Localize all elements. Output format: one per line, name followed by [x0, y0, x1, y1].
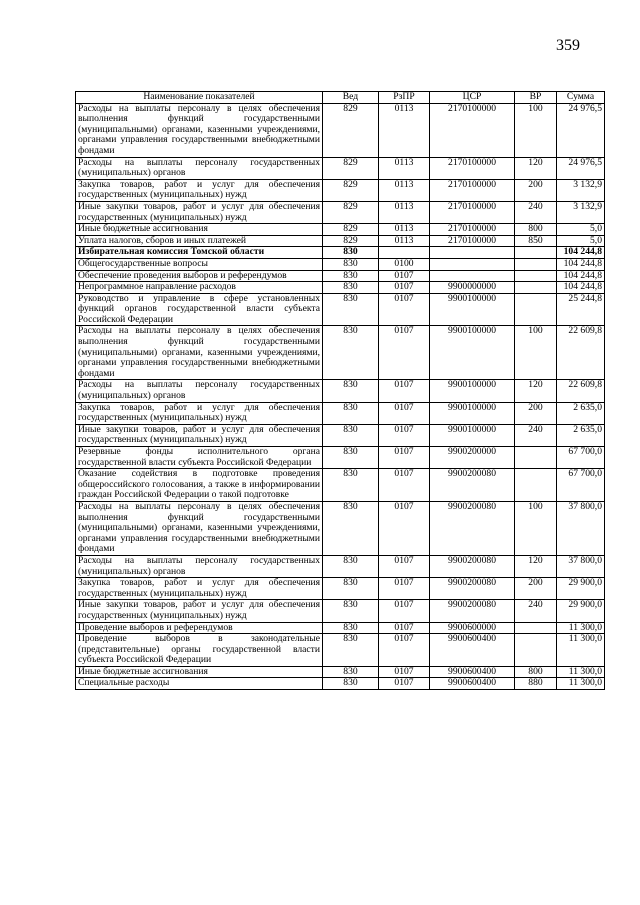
- cell-csr: 9900100000: [430, 326, 515, 380]
- cell-vr: 120: [515, 380, 557, 402]
- cell-sum: 3 132,9: [557, 201, 605, 223]
- cell-name: Расходы на выплаты персоналу в целях обеспечения выполнения функций государственными (муниципальными) органами, казенными учреждениями, органами управления государственными внебюджетными фондами: [76, 103, 323, 157]
- cell-name: Закупка товаров, работ и услуг для обеспечения государственных (муниципальных) нужд: [76, 179, 323, 201]
- cell-rzpr: 0100: [379, 258, 430, 270]
- cell-sum: 24 976,5: [557, 103, 605, 157]
- cell-sum: 104 244,8: [557, 282, 605, 294]
- table-row: [76, 258, 605, 270]
- table-row: [76, 247, 605, 259]
- cell-name: Иные бюджетные ассигнования: [76, 666, 323, 678]
- cell-ved: 830: [323, 402, 379, 424]
- cell-rzpr: 0107: [379, 578, 430, 600]
- table-row: [76, 103, 605, 157]
- page-number: 359: [556, 37, 580, 54]
- cell-rzpr: 0113: [379, 224, 430, 236]
- cell-csr: 2170100000: [430, 235, 515, 247]
- cell-ved: 830: [323, 600, 379, 622]
- cell-vr: 100: [515, 326, 557, 380]
- cell-vr: [515, 282, 557, 294]
- cell-name: Расходы на выплаты персоналу в целях обеспечения выполнения функций государственными (муниципальными) органами, казенными учреждениями, органами управления государственными внебюджетными фондами: [76, 501, 323, 555]
- cell-name: Расходы на выплаты персоналу государственных (муниципальных) органов: [76, 555, 323, 577]
- table-row: [76, 501, 605, 555]
- table-row: [76, 380, 605, 402]
- cell-rzpr: 0107: [379, 666, 430, 678]
- cell-vr: [515, 634, 557, 667]
- cell-sum: 11 300,0: [557, 622, 605, 634]
- cell-vr: 100: [515, 103, 557, 157]
- cell-rzpr: 0107: [379, 447, 430, 469]
- table-row: [76, 270, 605, 282]
- cell-csr: 9900200080: [430, 501, 515, 555]
- cell-csr: 9900600400: [430, 666, 515, 678]
- cell-csr: 2170100000: [430, 201, 515, 223]
- table-row: [76, 201, 605, 223]
- cell-name: Общегосударственные вопросы: [76, 258, 323, 270]
- cell-rzpr: 0107: [379, 622, 430, 634]
- cell-sum: 29 900,0: [557, 578, 605, 600]
- cell-name: Закупка товаров, работ и услуг для обеспечения государственных (муниципальных) нужд: [76, 578, 323, 600]
- cell-sum: 22 609,8: [557, 326, 605, 380]
- cell-csr: 9900200080: [430, 600, 515, 622]
- cell-sum: 67 700,0: [557, 447, 605, 469]
- cell-csr: 9900600000: [430, 622, 515, 634]
- cell-ved: 830: [323, 678, 379, 690]
- cell-sum: 24 976,5: [557, 157, 605, 179]
- cell-sum: 25 244,8: [557, 293, 605, 326]
- cell-rzpr: 0107: [379, 380, 430, 402]
- cell-csr: [430, 258, 515, 270]
- cell-csr: 2170100000: [430, 157, 515, 179]
- cell-name: Непрограммное направление расходов: [76, 282, 323, 294]
- cell-rzpr: 0107: [379, 282, 430, 294]
- cell-ved: 830: [323, 247, 379, 259]
- cell-name: Иные бюджетные ассигнования: [76, 224, 323, 236]
- cell-vr: 240: [515, 600, 557, 622]
- header-csr: ЦСР: [430, 92, 515, 104]
- cell-ved: 829: [323, 224, 379, 236]
- cell-ved: 829: [323, 201, 379, 223]
- cell-name: Проведение выборов и референдумов: [76, 622, 323, 634]
- cell-rzpr: 0107: [379, 678, 430, 690]
- cell-vr: 240: [515, 424, 557, 446]
- cell-rzpr: 0113: [379, 157, 430, 179]
- cell-vr: [515, 258, 557, 270]
- cell-csr: [430, 247, 515, 259]
- cell-ved: 830: [323, 469, 379, 502]
- cell-ved: 830: [323, 326, 379, 380]
- cell-rzpr: 0107: [379, 270, 430, 282]
- cell-ved: 830: [323, 282, 379, 294]
- table-row: [76, 469, 605, 502]
- table-row: [76, 578, 605, 600]
- cell-csr: 9900200080: [430, 469, 515, 502]
- cell-rzpr: 0107: [379, 555, 430, 577]
- cell-vr: 200: [515, 179, 557, 201]
- cell-ved: 830: [323, 270, 379, 282]
- cell-sum: 104 244,8: [557, 270, 605, 282]
- cell-csr: 9900600400: [430, 678, 515, 690]
- cell-ved: 830: [323, 293, 379, 326]
- cell-ved: 830: [323, 666, 379, 678]
- table-row: [76, 402, 605, 424]
- cell-vr: [515, 247, 557, 259]
- cell-rzpr: 0113: [379, 201, 430, 223]
- cell-csr: 9900200080: [430, 555, 515, 577]
- table-row: [76, 666, 605, 678]
- budget-table: [75, 91, 605, 690]
- cell-ved: 830: [323, 578, 379, 600]
- cell-csr: 9900100000: [430, 380, 515, 402]
- table-row: [76, 157, 605, 179]
- cell-vr: 200: [515, 578, 557, 600]
- cell-name: Резервные фонды исполнительного органа государственной власти субъекта Российской Федерации: [76, 447, 323, 469]
- cell-sum: 5,0: [557, 224, 605, 236]
- table-row: [76, 555, 605, 577]
- table-row: [76, 600, 605, 622]
- table-header-row: [76, 92, 605, 104]
- cell-ved: 829: [323, 235, 379, 247]
- cell-vr: 880: [515, 678, 557, 690]
- cell-sum: 37 800,0: [557, 555, 605, 577]
- cell-name: Расходы на выплаты персоналу государственных (муниципальных) органов: [76, 380, 323, 402]
- cell-name: Проведение выборов в законодательные (представительные) органы государственной власти субъекта Российской Федерации: [76, 634, 323, 667]
- cell-csr: 9900200080: [430, 578, 515, 600]
- cell-name: Расходы на выплаты персоналу государственных (муниципальных) органов: [76, 157, 323, 179]
- cell-sum: 2 635,0: [557, 402, 605, 424]
- cell-vr: [515, 447, 557, 469]
- table-row: [76, 634, 605, 667]
- cell-name: Обеспечение проведения выборов и референдумов: [76, 270, 323, 282]
- header-name: Наименование показателей: [76, 92, 323, 104]
- cell-name: Руководство и управление в сфере установленных функций органов государственной власти субъекта Российской Федерации: [76, 293, 323, 326]
- cell-name: Избирательная комиссия Томской области: [76, 247, 323, 259]
- cell-rzpr: 0113: [379, 179, 430, 201]
- cell-name: Оказание содействия в подготовке проведения общероссийского голосования, а также в информировании граждан Российской Федерации о такой подготовке: [76, 469, 323, 502]
- table-row: [76, 293, 605, 326]
- table-row: [76, 179, 605, 201]
- cell-ved: 830: [323, 447, 379, 469]
- cell-name: Уплата налогов, сборов и иных платежей: [76, 235, 323, 247]
- cell-ved: 829: [323, 157, 379, 179]
- cell-ved: 830: [323, 555, 379, 577]
- cell-name: Иные закупки товаров, работ и услуг для обеспечения государственных (муниципальных) нужд: [76, 201, 323, 223]
- cell-csr: 9900200000: [430, 447, 515, 469]
- cell-sum: 104 244,8: [557, 247, 605, 259]
- cell-ved: 830: [323, 501, 379, 555]
- cell-vr: [515, 270, 557, 282]
- cell-csr: 2170100000: [430, 224, 515, 236]
- cell-csr: 9900100000: [430, 293, 515, 326]
- table-row: [76, 224, 605, 236]
- cell-rzpr: 0107: [379, 600, 430, 622]
- cell-ved: 829: [323, 103, 379, 157]
- cell-vr: 850: [515, 235, 557, 247]
- cell-sum: 11 300,0: [557, 634, 605, 667]
- cell-sum: 2 635,0: [557, 424, 605, 446]
- cell-vr: [515, 469, 557, 502]
- cell-vr: 200: [515, 402, 557, 424]
- cell-sum: 5,0: [557, 235, 605, 247]
- cell-name: Закупка товаров, работ и услуг для обеспечения государственных (муниципальных) нужд: [76, 402, 323, 424]
- cell-csr: 2170100000: [430, 179, 515, 201]
- cell-csr: 2170100000: [430, 103, 515, 157]
- cell-rzpr: 0113: [379, 103, 430, 157]
- cell-rzpr: 0107: [379, 424, 430, 446]
- table-row: [76, 447, 605, 469]
- cell-ved: 830: [323, 258, 379, 270]
- cell-vr: 240: [515, 201, 557, 223]
- cell-rzpr: 0107: [379, 501, 430, 555]
- cell-vr: 120: [515, 157, 557, 179]
- cell-rzpr: 0107: [379, 469, 430, 502]
- header-sum: Сумма: [557, 92, 605, 104]
- header-vr: ВР: [515, 92, 557, 104]
- cell-ved: 830: [323, 424, 379, 446]
- header-rzpr: РзПР: [379, 92, 430, 104]
- table-row: [76, 235, 605, 247]
- cell-sum: 67 700,0: [557, 469, 605, 502]
- cell-csr: 9900100000: [430, 424, 515, 446]
- cell-ved: 829: [323, 179, 379, 201]
- cell-vr: 120: [515, 555, 557, 577]
- cell-sum: 11 300,0: [557, 678, 605, 690]
- cell-name: Иные закупки товаров, работ и услуг для обеспечения государственных (муниципальных) нужд: [76, 424, 323, 446]
- cell-ved: 830: [323, 380, 379, 402]
- table-row: [76, 282, 605, 294]
- cell-sum: 37 800,0: [557, 501, 605, 555]
- header-ved: Вед: [323, 92, 379, 104]
- table-body: [76, 103, 605, 689]
- cell-ved: 830: [323, 634, 379, 667]
- cell-rzpr: 0107: [379, 634, 430, 667]
- table-row: [76, 326, 605, 380]
- cell-rzpr: 0113: [379, 235, 430, 247]
- cell-csr: 9900100000: [430, 402, 515, 424]
- cell-vr: 800: [515, 666, 557, 678]
- cell-csr: 9900600400: [430, 634, 515, 667]
- cell-name: Специальные расходы: [76, 678, 323, 690]
- table-row: [76, 678, 605, 690]
- cell-vr: [515, 293, 557, 326]
- cell-rzpr: [379, 247, 430, 259]
- cell-sum: 3 132,9: [557, 179, 605, 201]
- cell-ved: 830: [323, 622, 379, 634]
- cell-sum: 104 244,8: [557, 258, 605, 270]
- cell-name: Расходы на выплаты персоналу в целях обеспечения выполнения функций государственными (муниципальными) органами, казенными учреждениями, органами управления государственными внебюджетными фондами: [76, 326, 323, 380]
- cell-rzpr: 0107: [379, 293, 430, 326]
- cell-vr: 100: [515, 501, 557, 555]
- table-row: [76, 622, 605, 634]
- cell-vr: 800: [515, 224, 557, 236]
- cell-csr: [430, 270, 515, 282]
- cell-rzpr: 0107: [379, 402, 430, 424]
- cell-sum: 22 609,8: [557, 380, 605, 402]
- table-row: [76, 424, 605, 446]
- cell-sum: 11 300,0: [557, 666, 605, 678]
- cell-name: Иные закупки товаров, работ и услуг для обеспечения государственных (муниципальных) нужд: [76, 600, 323, 622]
- cell-rzpr: 0107: [379, 326, 430, 380]
- cell-csr: 9900000000: [430, 282, 515, 294]
- cell-sum: 29 900,0: [557, 600, 605, 622]
- cell-vr: [515, 622, 557, 634]
